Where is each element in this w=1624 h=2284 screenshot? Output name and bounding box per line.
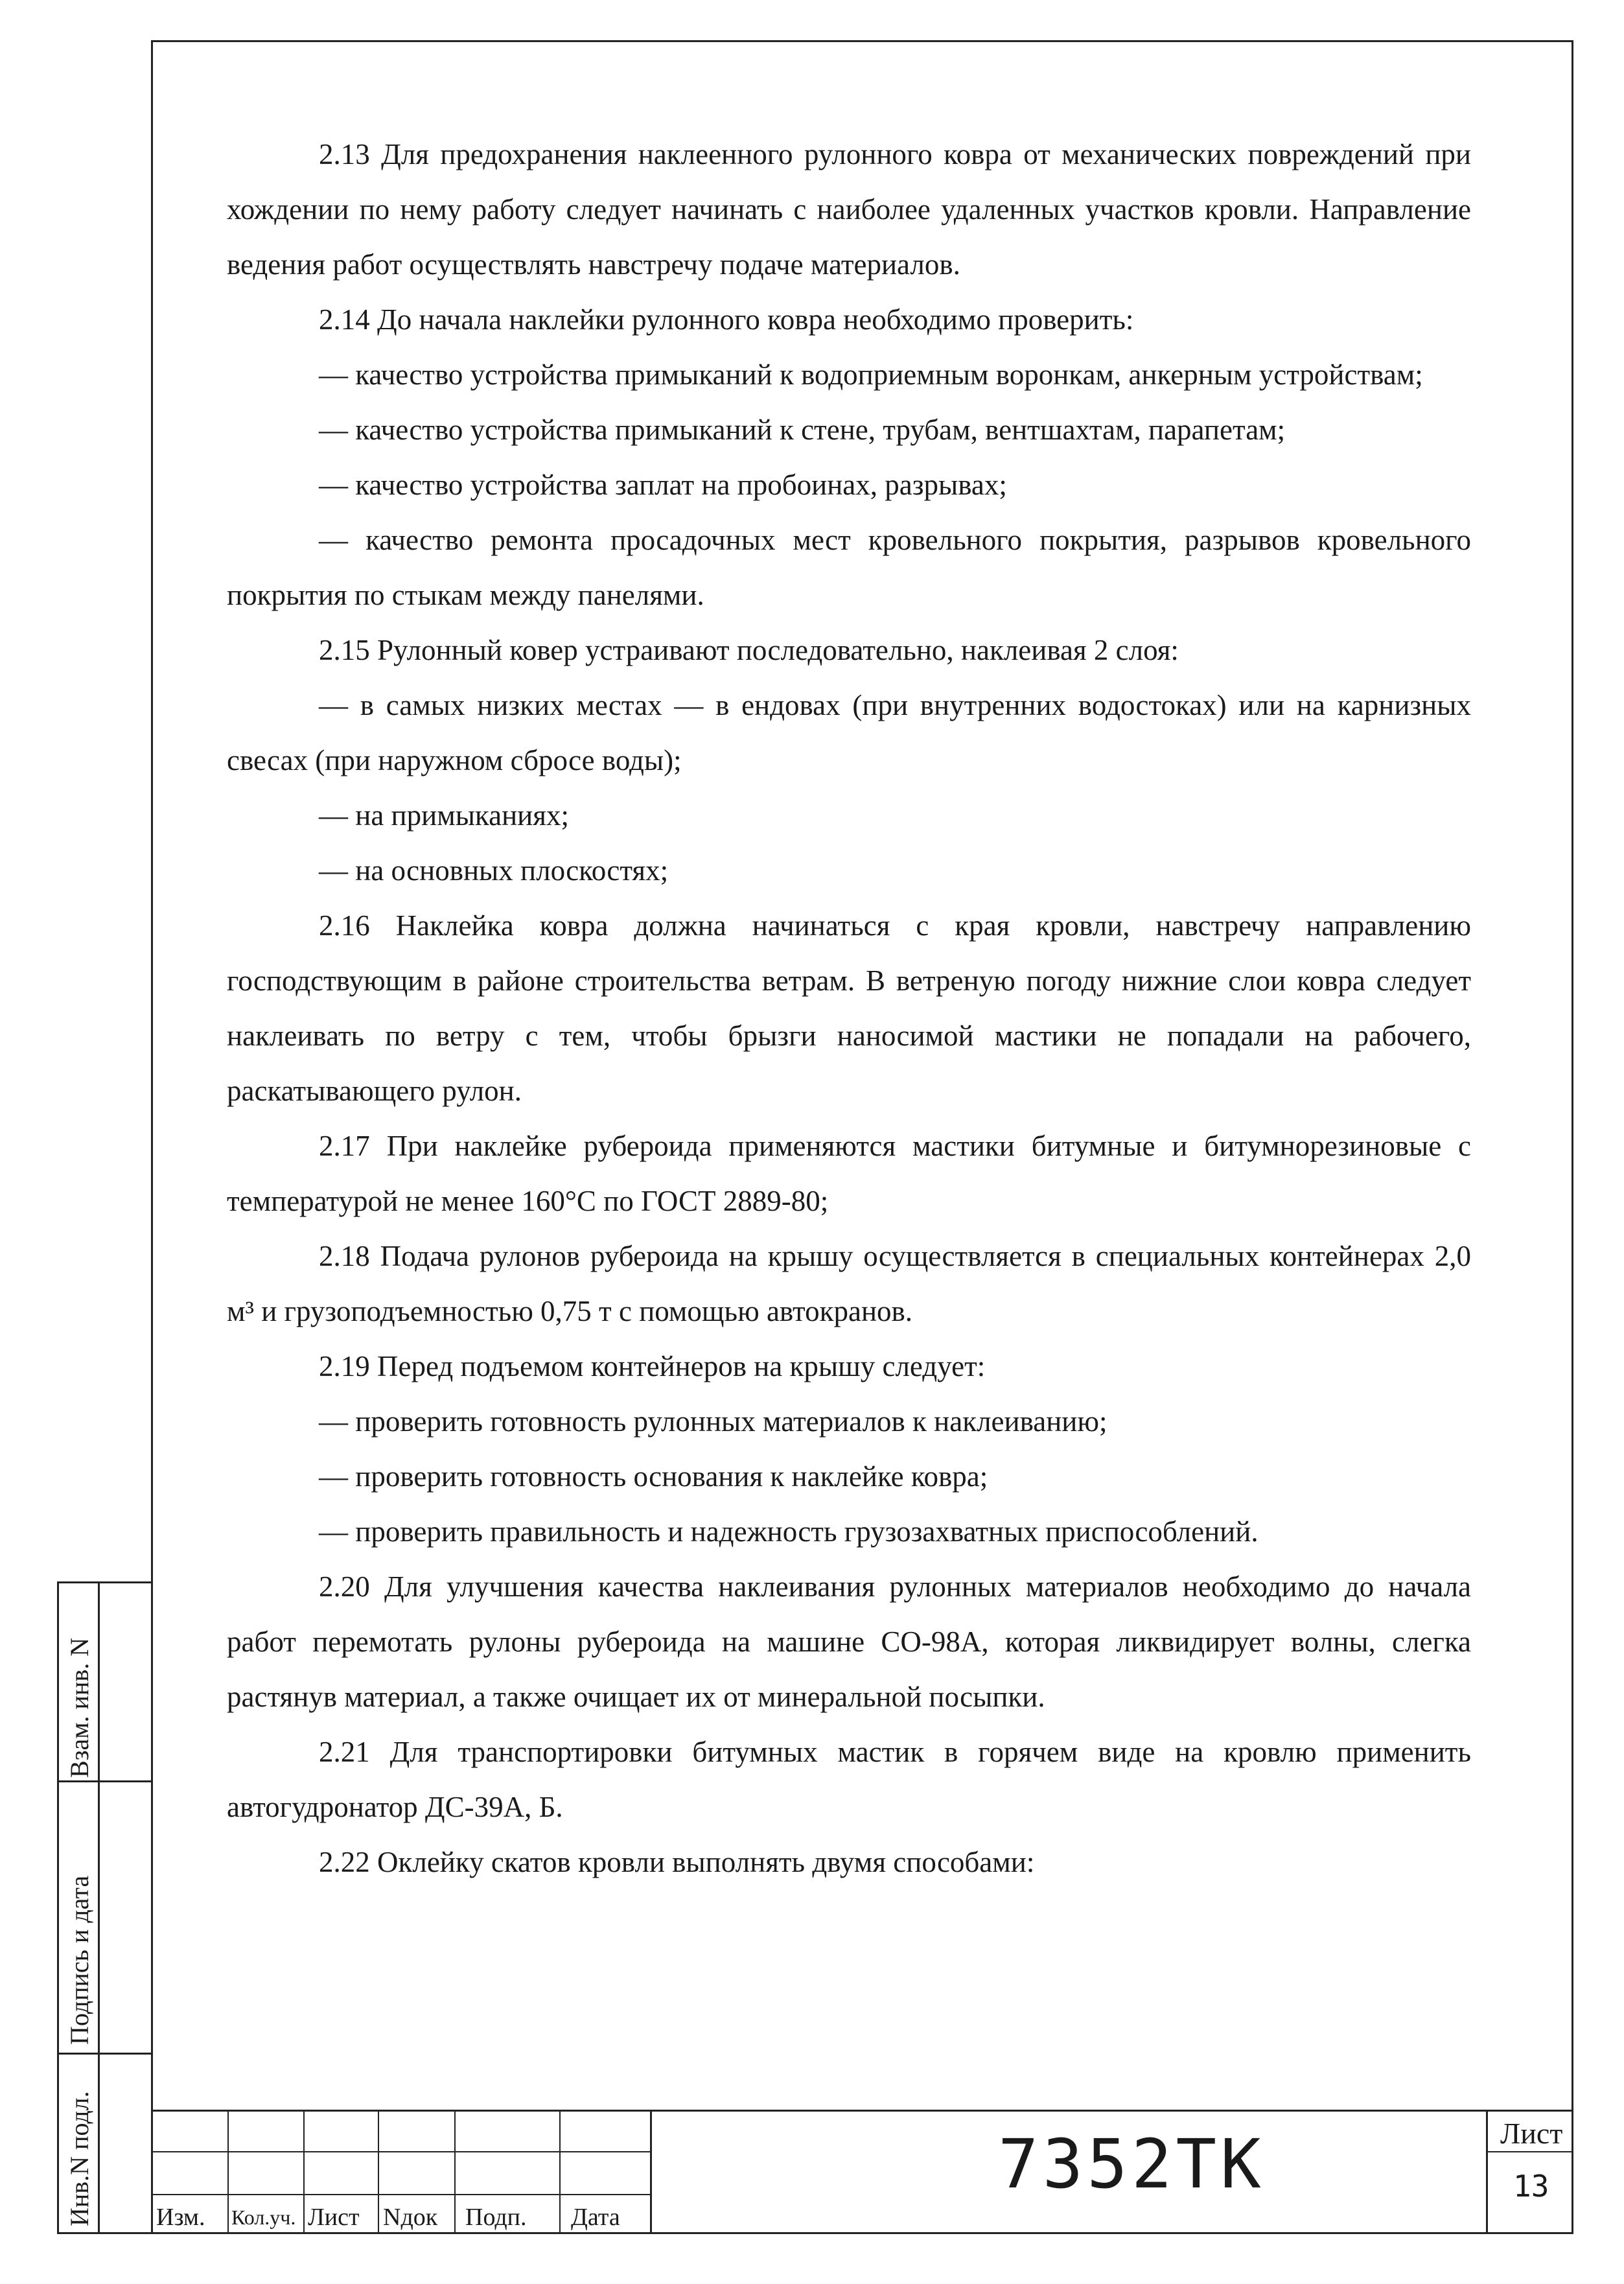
- list-item: — проверить готовность рулонных материалов к наклеиванию;: [319, 1405, 1108, 1438]
- list-item: — качество устройства заплат на пробоинах, разрывах;: [319, 469, 1007, 501]
- side-label-vzam: Взам. инв. N: [65, 1637, 94, 1778]
- paragraph: 2.18 Подача рулонов рубероида на крышу осуществляется в специальных контейнерах 2,0 м³ и грузоподъемностью 0,75 т с помощью автокранов.: [227, 1240, 1471, 1327]
- sheet-number: 13: [1513, 2169, 1549, 2204]
- paragraph: 2.21 Для транспортировки битумных мастик в горячем виде на кровлю применить автогудронатор ДС-39А, Б.: [227, 1736, 1471, 1823]
- document-code: 7352ТК: [998, 2125, 1265, 2204]
- paragraph: 2.15 Рулонный ковер устраивают последовательно, наклеивая 2 слоя:: [319, 634, 1179, 666]
- title-block: [151, 2110, 1573, 2234]
- paragraph: 2.17 При наклейке рубероида применяются мастики битумные и битумнорезиновые с температурой не менее 160°С по ГОСТ 2889-80;: [227, 1130, 1471, 1217]
- sheet-label: Лист: [1500, 2117, 1563, 2150]
- side-label-podpis: Подпись и дата: [65, 1875, 94, 2045]
- side-stamp-vzam: [57, 1581, 151, 1782]
- header-kol-uch: Кол.уч.: [231, 2206, 296, 2229]
- paragraph: 2.16 Наклейка ковра должна начинаться с края кровли, навстречу направлению господствующим в районе строительства ветрам. В ветреную погоду нижние слои ковра следует наклеивать по ветру с тем, чтобы брызги наносимой мастики не попадали на рабочего, раскатывающего рулон.: [227, 909, 1471, 1107]
- header-data: Дата: [571, 2204, 620, 2231]
- paragraph: 2.14 До начала наклейки рулонного ковра необходимо проверить:: [319, 303, 1134, 336]
- header-izm: Изм.: [156, 2204, 205, 2231]
- header-list: Лист: [308, 2204, 360, 2231]
- side-label-inv: Инв.N подл.: [65, 2091, 94, 2226]
- list-item: — на основных плоскостях;: [319, 854, 669, 887]
- list-item: — на примыканиях;: [319, 799, 569, 832]
- list-item: — качество ремонта просадочных мест кровельного покрытия, разрывов кровельного покрытия по стыкам между панелями.: [227, 524, 1471, 611]
- side-stamp-inv: [57, 2055, 151, 2234]
- list-item: — качество устройства примыканий к водоприемным воронкам, анкерным устройствам;: [319, 358, 1423, 391]
- paragraph: 2.20 Для улучшения качества наклеивания рулонных материалов необходимо до начала работ перемотать рулоны рубероида на машине СО-98А, которая ликвидирует волны, слегка растянув материал, а также очищает их от минеральной посыпки.: [227, 1570, 1471, 1713]
- paragraph: 2.13 Для предохранения наклеенного рулонного ковра от механических повреждений при хождении по нему работу следует начинать с наиболее удаленных участков кровли. Направление ведения работ осуществлять навстречу подаче материалов.: [227, 138, 1471, 281]
- list-item: — в самых низких местах — в ендовах (при внутренних водостоках) или на карнизных свесах (при наружном сбросе воды);: [227, 689, 1471, 776]
- list-item: — проверить готовность основания к наклейке ковра;: [319, 1460, 988, 1493]
- header-podp: Подп.: [465, 2204, 527, 2231]
- paragraph: 2.22 Оклейку скатов кровли выполнять двумя способами:: [319, 1846, 1035, 1878]
- header-ndok: Nдок: [383, 2204, 438, 2231]
- list-item: — качество устройства примыканий к стене, трубам, вентшахтам, парапетам;: [319, 414, 1286, 446]
- list-item: — проверить правильность и надежность грузозахватных приспособлений.: [319, 1515, 1259, 1548]
- document-body: [227, 127, 1471, 1890]
- paragraph: 2.19 Перед подъемом контейнеров на крышу следует:: [319, 1350, 986, 1382]
- side-stamp-podpis: [57, 1782, 151, 2055]
